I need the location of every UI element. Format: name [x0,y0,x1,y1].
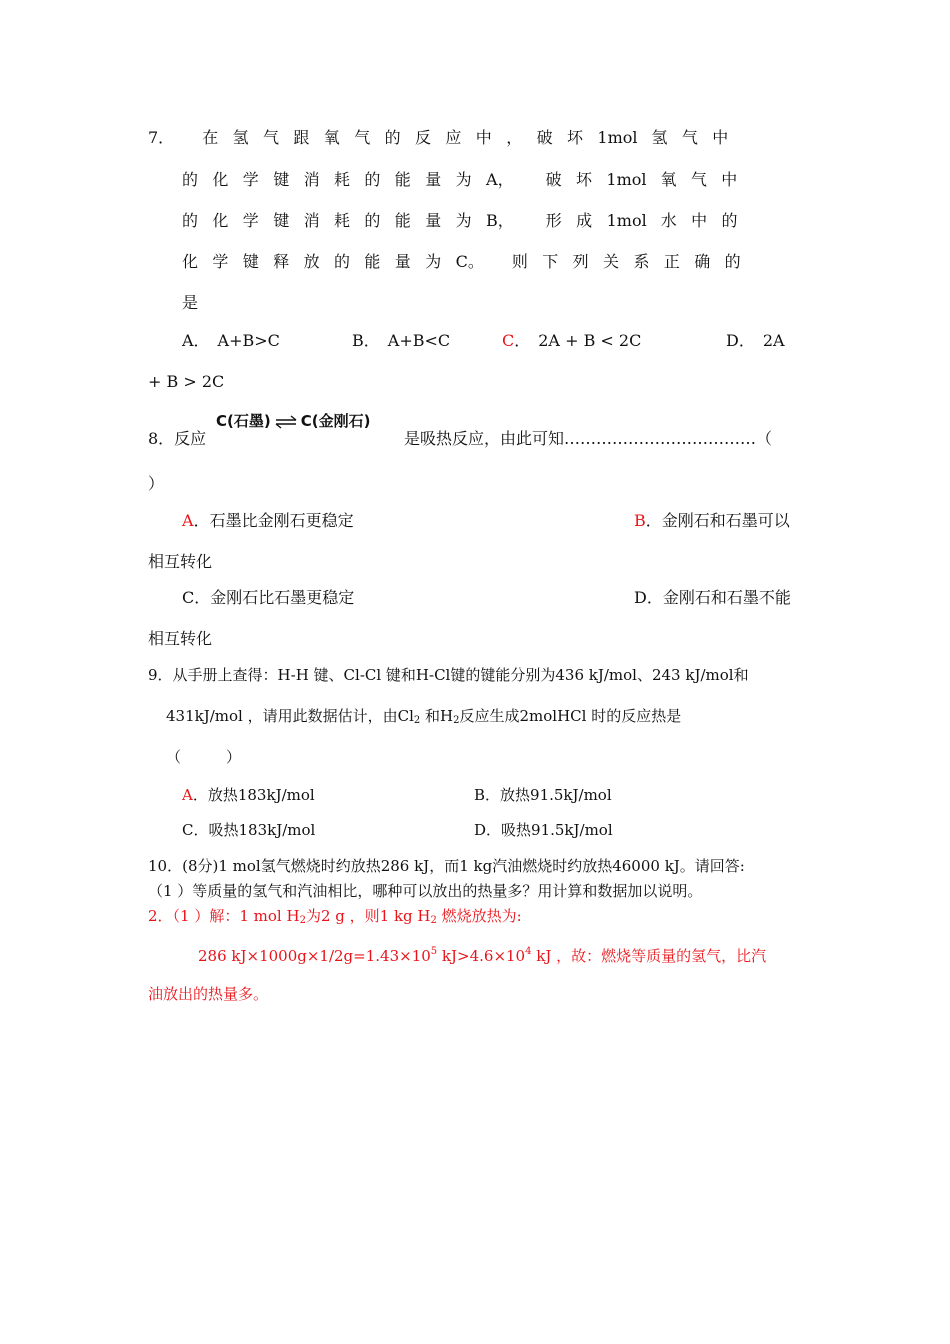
q10-line1: 10．(8分)1 mol氢气燃烧时约放热286 kJ，而1 kg汽油燃烧时约放热46000 kJ。请回答: [148,857,745,875]
q7-number: 7． [148,128,175,147]
q10-line2: （1 ）等质量的氢气和汽油相比，哪种可以放出的热量多？用计算和数据加以说明。 [148,882,703,900]
q7-line3: 的化学键消耗的能量为B， 形成1mol 水中的 [182,211,752,230]
q7-line4: 化学键释放的能量为C。 则下列关系正确的 [182,252,756,271]
q9-option-a-label: A [182,786,193,804]
q10-answer-line2: 286 $kJ\times 1000g\times 1/2g=1.43\times 10^5$ $kJ>4.6\times 10^4$ kJ ，故：燃烧等质量的氢气，比汽 [198,946,767,965]
q9-line3: （ ） [166,748,242,766]
q8-equation-left: C(石墨) [216,412,271,430]
q8-option-c: C．金刚石比石墨更稳定 [182,588,355,607]
q8-option-b-continued: 相互转化 [148,552,213,571]
q7-option-a: A． A+B>C [182,331,280,350]
q8-option-a-label: A [182,511,194,530]
q7-option-d-continued: + B > 2C [148,372,225,391]
q9-option-b: B．放热91.5kJ/mol [474,786,612,804]
q9-option-a: A．放热183kJ/mol [182,786,315,804]
q10-answer-line3: 油放出的热量多。 [148,985,269,1003]
equilibrium-arrow-icon [275,415,297,429]
q8-equation [216,410,370,431]
q7-option-c-label: C [502,331,515,350]
q9-line2: 431kJ/mol ，请用此数据估计，由$Cl_2$ 和$H_2$反应生成2molHCl 时的反应热是 [166,707,682,726]
q7-option-d: D． 2A [726,331,785,350]
q8-stem: 是吸热反应，由此可知………………………………（ [404,429,773,448]
q8-option-a: A．石墨比金刚石更稳定 [182,511,354,530]
q8-number: 8．反应 [148,429,207,448]
q7-line1: 7． 在氢气跟氧气的反应中，破坏1mol 氢气中 [148,128,743,147]
q8-option-b-label: B [634,511,646,530]
q8-option-d-continued: 相互转化 [148,629,213,648]
q8-equation-right: C(金刚石) [300,412,371,430]
q8-stem-end: ） [148,474,165,493]
q9-line1: 9．从手册上查得：H-H 键、Cl-Cl 键和H-Cl键的键能分别为436 kJ/mol、243 kJ/mol和 [148,666,749,684]
q9-option-c: C．吸热183kJ/mol [182,821,316,839]
q7-option-c: C． 2A + B < 2C [502,331,642,350]
q8-option-b: B．金刚石和石墨可以 [634,511,790,530]
q9-option-d: D．吸热91.5kJ/mol [474,821,613,839]
q8-option-d: D．金刚石和石墨不能 [634,588,791,607]
q10-answer-line1: 2．（1 ）解：1 mol $H_2$为2 g ，则1 kg $H_2$ 燃烧放热为: [148,907,522,926]
q7-line2: 的化学键消耗的能量为A， 破坏1mol 氧气中 [182,170,752,189]
q7-line5: 是 [182,293,199,312]
q7-option-b: B． A+B<C [352,331,451,350]
